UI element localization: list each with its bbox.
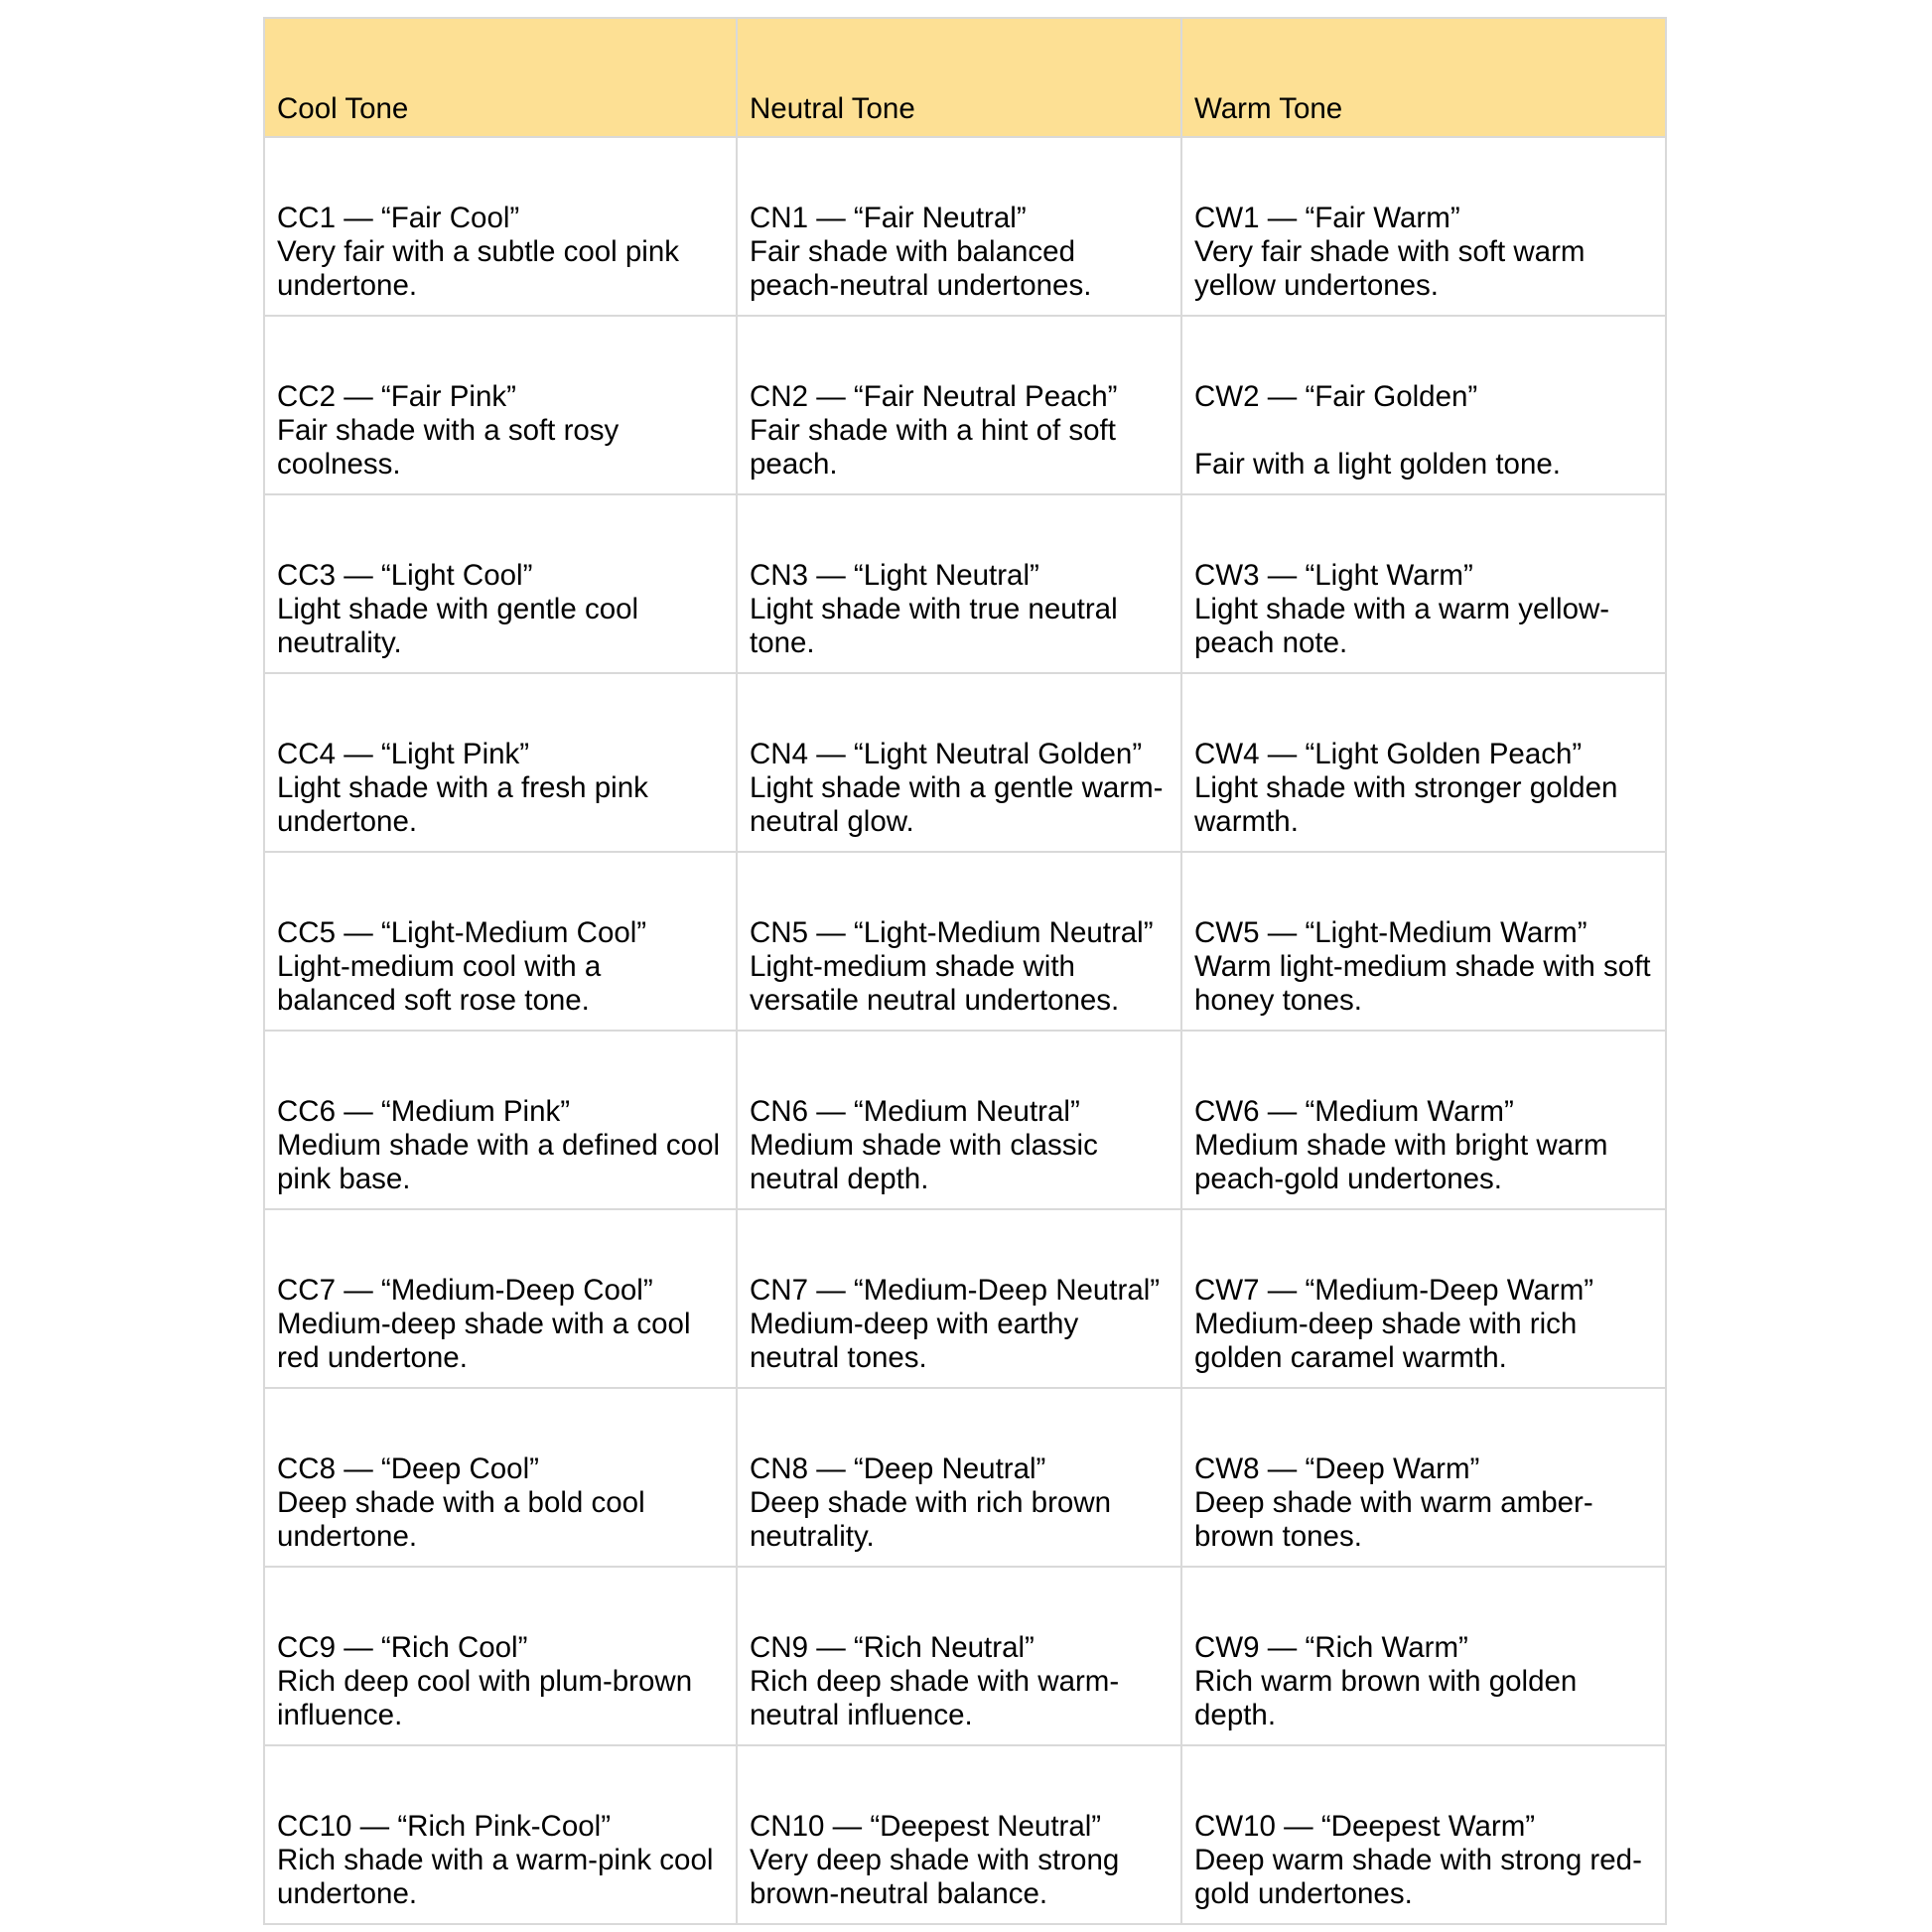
table-cell-cc1[interactable]	[264, 137, 737, 316]
shade-code-title: CN1 — “Fair Neutral”	[750, 202, 1027, 234]
shade-description: Light shade with a warm yellow-peach note.	[1194, 593, 1610, 659]
shade-code-title: CW3 — “Light Warm”	[1194, 559, 1473, 592]
shade-code-title: CN10 — “Deepest Neutral”	[750, 1810, 1102, 1843]
shade-description: Deep shade with a bold cool undertone.	[277, 1486, 645, 1553]
shade-description: Light shade with a gentle warm-neutral glow.	[750, 771, 1164, 838]
table-cell-cc3[interactable]	[264, 494, 737, 673]
shade-code-title: CW4 — “Light Golden Peach”	[1194, 738, 1583, 770]
shade-code-title: CC9 — “Rich Cool”	[277, 1631, 528, 1664]
table-cell-cw5[interactable]	[1181, 852, 1666, 1031]
shade-description: Light shade with stronger golden warmth.	[1194, 771, 1618, 838]
shade-description: Rich warm brown with golden depth.	[1194, 1665, 1578, 1731]
table-cell-cc10[interactable]	[264, 1745, 737, 1924]
shade-code-title: CN7 — “Medium-Deep Neutral”	[750, 1274, 1161, 1307]
shade-code-title: CC3 — “Light Cool”	[277, 559, 533, 592]
table-cell-cc8[interactable]	[264, 1388, 737, 1567]
table-row	[264, 137, 1666, 316]
shade-description: Very fair shade with soft warm yellow undertones.	[1194, 235, 1586, 302]
column-header-cool-tone[interactable]: Cool Tone	[264, 18, 737, 137]
table-cell-cc5[interactable]	[264, 852, 737, 1031]
column-header-neutral-tone[interactable]: Neutral Tone	[737, 18, 1181, 137]
shade-code-title: CC2 — “Fair Pink”	[277, 380, 516, 413]
table-cell-cw2[interactable]	[1181, 316, 1666, 494]
shade-description: Medium shade with a defined cool pink base.	[277, 1129, 721, 1195]
table-cell-cn4[interactable]	[737, 673, 1181, 852]
shade-description: Fair shade with balanced peach-neutral undertones.	[750, 235, 1092, 302]
header-row	[264, 18, 1666, 137]
shade-description: Rich shade with a warm-pink cool undertone.	[277, 1844, 714, 1910]
shade-description: Very deep shade with strong brown-neutral balance.	[750, 1844, 1120, 1910]
shade-description: Fair with a light golden tone.	[1194, 448, 1561, 481]
table-cell-cw10[interactable]	[1181, 1745, 1666, 1924]
table-cell-cw7[interactable]	[1181, 1209, 1666, 1388]
shade-code-title: CN9 — “Rich Neutral”	[750, 1631, 1035, 1664]
shade-code-title: CN6 — “Medium Neutral”	[750, 1095, 1080, 1128]
shade-description: Medium shade with classic neutral depth.	[750, 1129, 1098, 1195]
table-row	[264, 1745, 1666, 1924]
shade-code-title: CW6 — “Medium Warm”	[1194, 1095, 1514, 1128]
table-cell-cc9[interactable]	[264, 1567, 737, 1745]
table-cell-cn10[interactable]	[737, 1745, 1181, 1924]
table-row	[264, 494, 1666, 673]
shade-code-title: CW10 — “Deepest Warm”	[1194, 1810, 1536, 1843]
shade-table	[263, 17, 1667, 1925]
table-row	[264, 1031, 1666, 1209]
shade-description: Fair shade with a hint of soft peach.	[750, 414, 1116, 481]
table-cell-cw8[interactable]	[1181, 1388, 1666, 1567]
blank-line	[1194, 414, 1653, 448]
table-cell-cw6[interactable]	[1181, 1031, 1666, 1209]
shade-description: Rich deep shade with warm-neutral influence.	[750, 1665, 1120, 1731]
table-cell-cc7[interactable]	[264, 1209, 737, 1388]
table-row	[264, 1388, 1666, 1567]
shade-code-title: CN4 — “Light Neutral Golden”	[750, 738, 1143, 770]
table-cell-cn7[interactable]	[737, 1209, 1181, 1388]
shade-code-title: CN2 — “Fair Neutral Peach”	[750, 380, 1118, 413]
shade-description: Medium-deep shade with a cool red undertone.	[277, 1308, 691, 1374]
shade-description: Light shade with gentle cool neutrality.	[277, 593, 639, 659]
shade-description: Fair shade with a soft rosy coolness.	[277, 414, 620, 481]
table-cell-cn8[interactable]	[737, 1388, 1181, 1567]
column-header-warm-tone[interactable]: Warm Tone	[1181, 18, 1666, 137]
shade-code-title: CC6 — “Medium Pink”	[277, 1095, 571, 1128]
shade-code-title: CW5 — “Light-Medium Warm”	[1194, 916, 1587, 949]
table-cell-cw1[interactable]	[1181, 137, 1666, 316]
shade-code-title: CC4 — “Light Pink”	[277, 738, 530, 770]
shade-description: Light-medium shade with versatile neutral undertones.	[750, 950, 1120, 1017]
shade-code-title: CW9 — “Rich Warm”	[1194, 1631, 1468, 1664]
shade-description: Deep shade with warm amber-brown tones.	[1194, 1486, 1593, 1553]
table-body	[264, 137, 1666, 1924]
shade-code-title: CW2 — “Fair Golden”	[1194, 380, 1478, 413]
table-cell-cn3[interactable]	[737, 494, 1181, 673]
table-cell-cn6[interactable]	[737, 1031, 1181, 1209]
table-cell-cw4[interactable]	[1181, 673, 1666, 852]
shade-description: Deep shade with rich brown neutrality.	[750, 1486, 1112, 1553]
table-row	[264, 316, 1666, 494]
shade-description: Medium-deep shade with rich golden caramel warmth.	[1194, 1308, 1578, 1374]
table-cell-cc4[interactable]	[264, 673, 737, 852]
table-row	[264, 1567, 1666, 1745]
table-row	[264, 852, 1666, 1031]
table-cell-cn1[interactable]	[737, 137, 1181, 316]
table-cell-cw9[interactable]	[1181, 1567, 1666, 1745]
table-row	[264, 673, 1666, 852]
shade-code-title: CW1 — “Fair Warm”	[1194, 202, 1460, 234]
shade-code-title: CC10 — “Rich Pink-Cool”	[277, 1810, 612, 1843]
shade-description: Very fair with a subtle cool pink undertone.	[277, 235, 680, 302]
table-cell-cn9[interactable]	[737, 1567, 1181, 1745]
shade-description: Medium-deep with earthy neutral tones.	[750, 1308, 1079, 1374]
table-cell-cw3[interactable]	[1181, 494, 1666, 673]
table-row	[264, 1209, 1666, 1388]
shade-code-title: CW7 — “Medium-Deep Warm”	[1194, 1274, 1594, 1307]
table-cell-cc6[interactable]	[264, 1031, 737, 1209]
shade-description: Deep warm shade with strong red-gold undertones.	[1194, 1844, 1642, 1910]
shade-description: Medium shade with bright warm peach-gold undertones.	[1194, 1129, 1608, 1195]
table-cell-cn5[interactable]	[737, 852, 1181, 1031]
shade-code-title: CC8 — “Deep Cool”	[277, 1452, 539, 1485]
shade-code-title: CN8 — “Deep Neutral”	[750, 1452, 1046, 1485]
shade-description: Light shade with true neutral tone.	[750, 593, 1118, 659]
shade-code-title: CC5 — “Light-Medium Cool”	[277, 916, 647, 949]
table-cell-cc2[interactable]	[264, 316, 737, 494]
shade-code-title: CC7 — “Medium-Deep Cool”	[277, 1274, 653, 1307]
shade-code-title: CN5 — “Light-Medium Neutral”	[750, 916, 1154, 949]
shade-description: Warm light-medium shade with soft honey tones.	[1194, 950, 1651, 1017]
shade-description: Light shade with a fresh pink undertone.	[277, 771, 648, 838]
shade-code-title: CW8 — “Deep Warm”	[1194, 1452, 1480, 1485]
shade-code-title: CC1 — “Fair Cool”	[277, 202, 520, 234]
table-cell-cn2[interactable]	[737, 316, 1181, 494]
shade-description: Rich deep cool with plum-brown influence.	[277, 1665, 693, 1731]
shade-description: Light-medium cool with a balanced soft rose tone.	[277, 950, 602, 1017]
shade-code-title: CN3 — “Light Neutral”	[750, 559, 1039, 592]
